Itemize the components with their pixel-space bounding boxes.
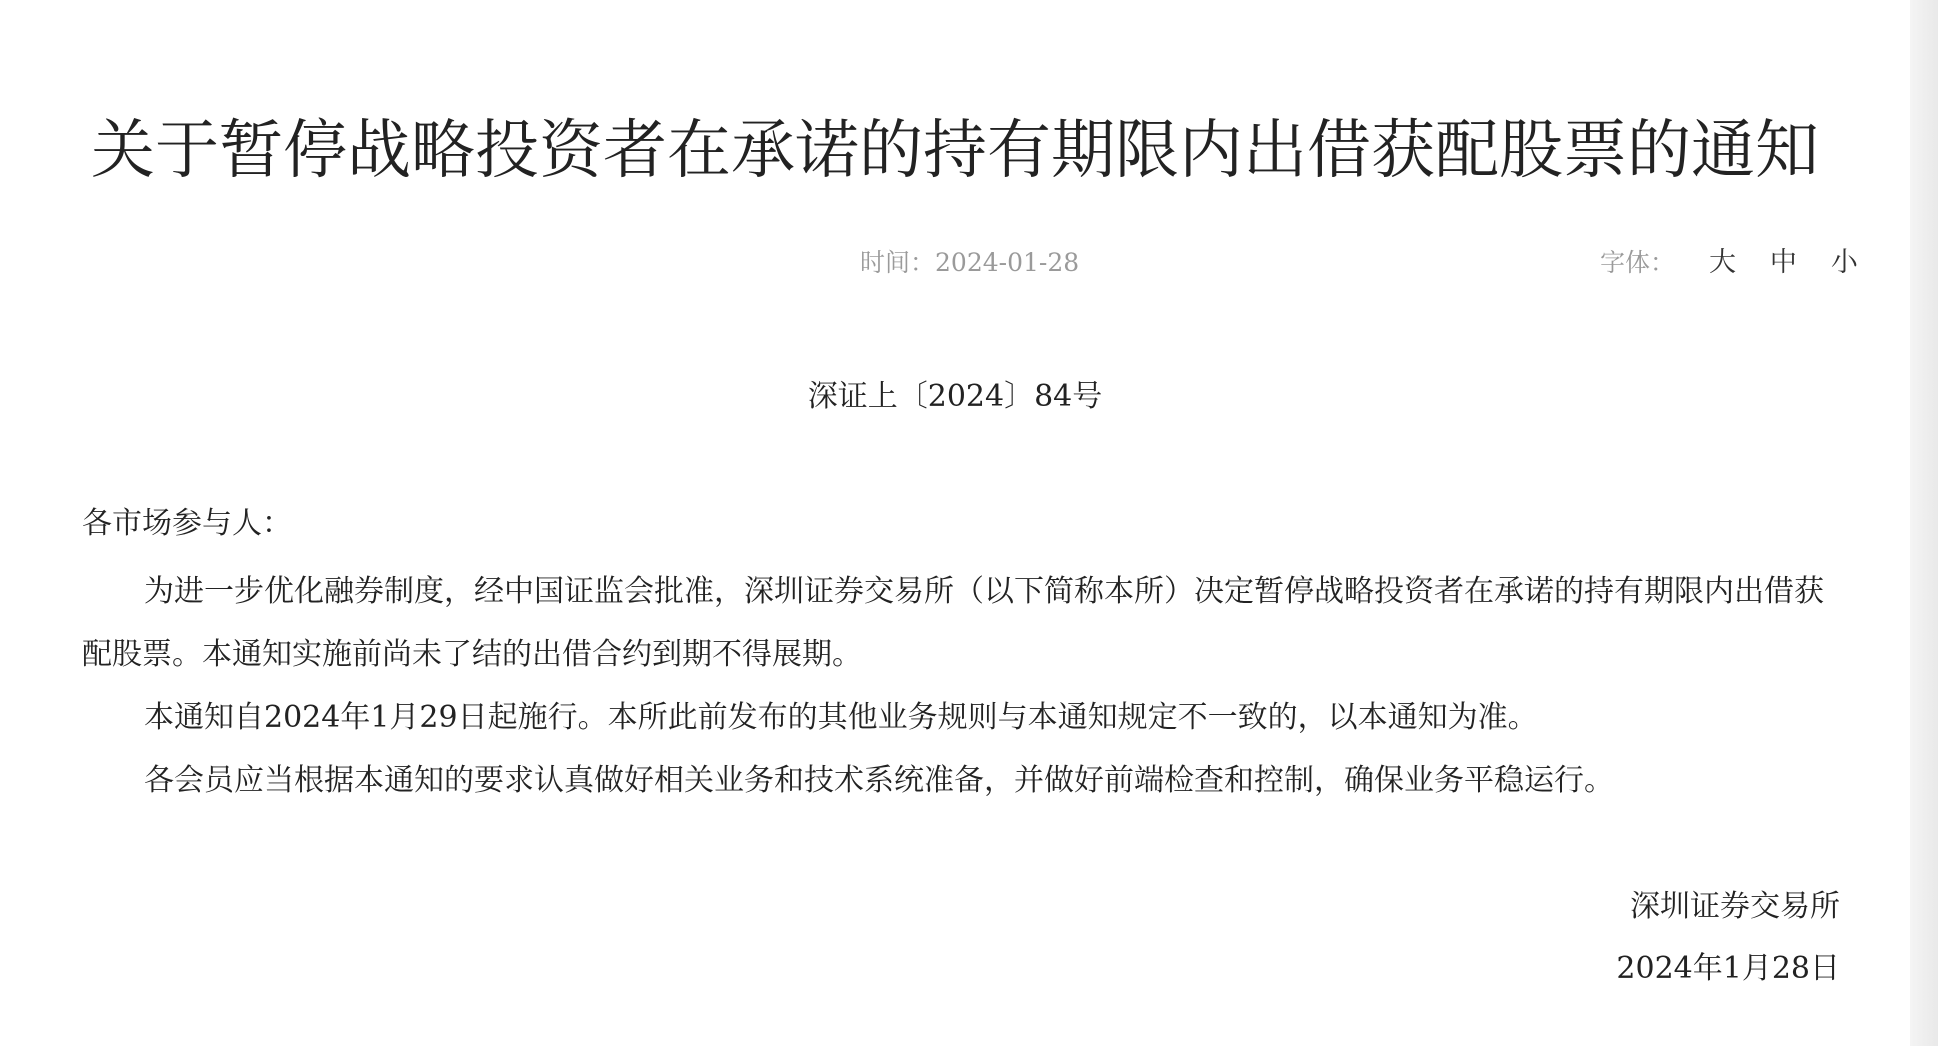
notice-title: 关于暂停战略投资者在承诺的持有期限内出借获配股票的通知 xyxy=(91,114,1819,188)
publish-time-label: 时间： xyxy=(860,248,936,277)
font-size-small-button[interactable]: 小 xyxy=(1830,247,1858,278)
body-paragraph-2: 本通知自2024年1月29日起施行。本所此前发布的其他业务规则与本通知规定不一致的，以本通知为准。 xyxy=(144,700,1538,735)
publish-time-value: 2024-01-28 xyxy=(935,248,1080,277)
window-edge xyxy=(1910,0,1938,1046)
signature-organization: 深圳证券交易所 xyxy=(1630,889,1840,924)
signature-date: 2024年1月28日 xyxy=(1616,951,1840,986)
font-size-switcher xyxy=(1600,246,1858,280)
font-size-large-button[interactable]: 大 xyxy=(1708,247,1736,278)
document-number: 深证上〔2024〕84号 xyxy=(807,379,1103,414)
salutation: 各市场参与人： xyxy=(82,506,292,541)
signature-block xyxy=(1616,876,1840,1000)
body-paragraph-1: 为进一步优化融券制度，经中国证监会批准，深圳证券交易所（以下简称本所）决定暂停战略投资者在承诺的持有期限内出借获配股票。本通知实施前尚未了结的出借合约到期不得展期。 xyxy=(82,574,1824,672)
font-size-medium-button[interactable]: 中 xyxy=(1769,247,1797,278)
notice-body xyxy=(82,560,1842,812)
publish-time xyxy=(860,246,1079,280)
body-paragraph-3: 各会员应当根据本通知的要求认真做好相关业务和技术系统准备，并做好前端检查和控制，确保业务平稳运行。 xyxy=(144,763,1614,798)
font-size-label: 字体： xyxy=(1600,248,1676,277)
